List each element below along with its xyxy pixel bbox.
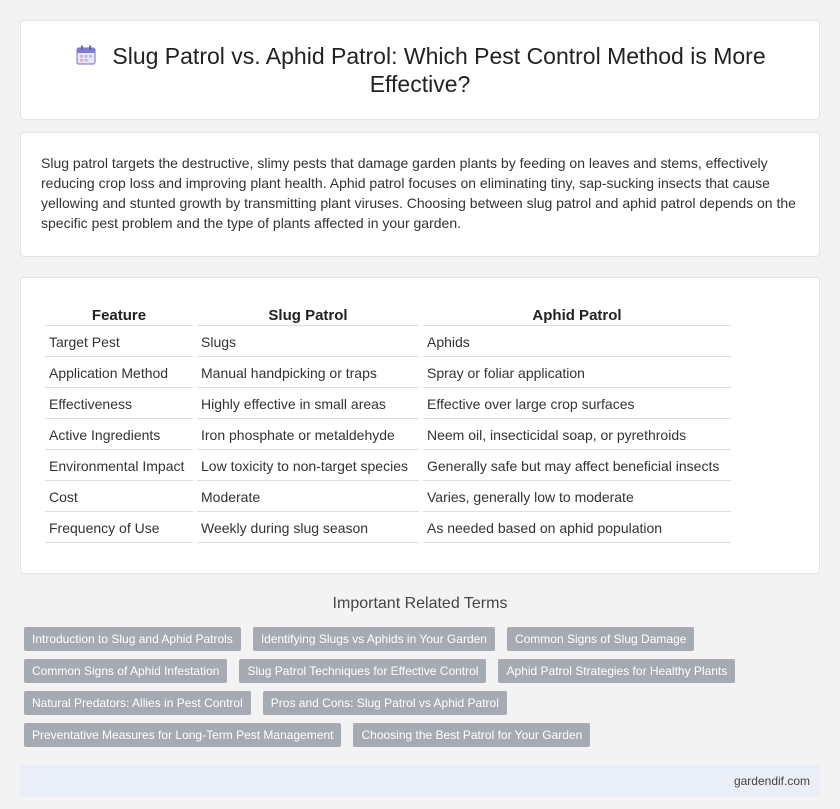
table-cell: Cost <box>45 483 193 512</box>
related-terms-heading: Important Related Terms <box>332 595 508 612</box>
table-cell: Varies, generally low to moderate <box>423 483 731 512</box>
table-cell: Spray or foliar application <box>423 359 731 388</box>
table-cell: Environmental Impact <box>45 452 193 481</box>
table-cell: Effective over large crop surfaces <box>423 390 731 419</box>
table-cell: Weekly during slug season <box>197 514 419 543</box>
comparison-table <box>41 300 735 545</box>
related-term-tag[interactable]: Choosing the Best Patrol for Your Garden <box>353 723 590 747</box>
page-header <box>20 20 820 120</box>
page-title-text: Slug Patrol vs. Aphid Patrol: Which Pest Control Method is More Effective? <box>112 43 766 97</box>
table-row <box>45 359 731 388</box>
related-term-tag[interactable]: Natural Predators: Allies in Pest Control <box>24 691 251 715</box>
related-terms-list <box>20 627 820 747</box>
table-row <box>45 483 731 512</box>
calendar-icon <box>74 43 98 67</box>
table-row <box>45 328 731 357</box>
table-header-row <box>45 302 731 326</box>
comparison-card <box>20 277 820 574</box>
table-cell: Target Pest <box>45 328 193 357</box>
footer <box>20 765 820 797</box>
page-title <box>60 42 780 98</box>
table-cell: Slugs <box>197 328 419 357</box>
intro-card <box>20 132 820 257</box>
table-cell: Application Method <box>45 359 193 388</box>
table-cell: Active Ingredients <box>45 421 193 450</box>
table-row <box>45 514 731 543</box>
table-cell: Low toxicity to non-target species <box>197 452 419 481</box>
related-term-tag[interactable]: Common Signs of Slug Damage <box>507 627 694 651</box>
table-row <box>45 421 731 450</box>
column-header-slug-patrol: Slug Patrol <box>197 302 419 326</box>
intro-text: Slug patrol targets the destructive, slimy pests that damage garden plants by feeding on leaves and stems, effectively reducing crop loss and improving plant health. Aphid patrol focuses on eliminating tiny, sap-sucking insects that cause yellowing and stunted growth by transmitting plant viruses. Choosing between slug patrol and aphid patrol depends on the specific pest problem and the type of plants affected in your garden. <box>41 155 796 231</box>
table-cell: Aphids <box>423 328 731 357</box>
related-term-tag[interactable]: Aphid Patrol Strategies for Healthy Plants <box>498 659 735 683</box>
table-cell: Manual handpicking or traps <box>197 359 419 388</box>
table-cell: Highly effective in small areas <box>197 390 419 419</box>
column-header-feature: Feature <box>45 302 193 326</box>
related-term-tag[interactable]: Introduction to Slug and Aphid Patrols <box>24 627 241 651</box>
table-cell: Generally safe but may affect beneficial insects <box>423 452 731 481</box>
table-cell: As needed based on aphid population <box>423 514 731 543</box>
footer-site-link[interactable]: gardendif.com <box>733 774 810 788</box>
table-row <box>45 452 731 481</box>
table-row <box>45 390 731 419</box>
column-header-aphid-patrol: Aphid Patrol <box>423 302 731 326</box>
table-cell: Iron phosphate or metaldehyde <box>197 421 419 450</box>
related-term-tag[interactable]: Pros and Cons: Slug Patrol vs Aphid Patrol <box>263 691 507 715</box>
related-term-tag[interactable]: Preventative Measures for Long-Term Pest Management <box>24 723 341 747</box>
related-term-tag[interactable]: Slug Patrol Techniques for Effective Control <box>239 659 486 683</box>
related-term-tag[interactable]: Identifying Slugs vs Aphids in Your Garden <box>253 627 495 651</box>
related-term-tag[interactable]: Common Signs of Aphid Infestation <box>24 659 227 683</box>
table-cell: Neem oil, insecticidal soap, or pyrethroids <box>423 421 731 450</box>
table-cell: Effectiveness <box>45 390 193 419</box>
table-cell: Frequency of Use <box>45 514 193 543</box>
table-cell: Moderate <box>197 483 419 512</box>
